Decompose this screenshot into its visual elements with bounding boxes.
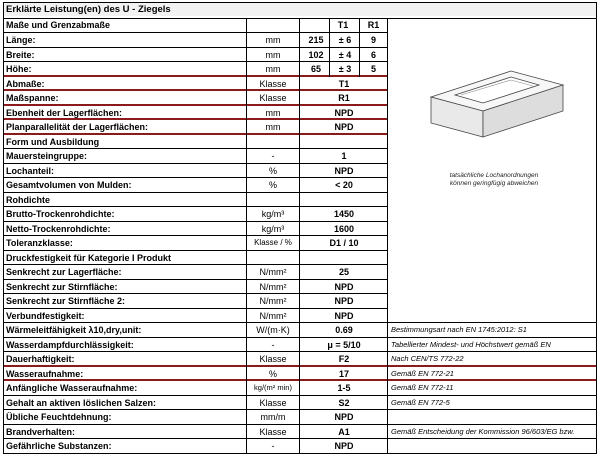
row-label: Übliche Feuchtdehnung: xyxy=(6,412,112,422)
row-value: NPD xyxy=(334,441,354,451)
row-unit: kg/(m² min) xyxy=(254,383,292,392)
row-note: Bestimmungsart nach EN 1745:2012: S1 xyxy=(391,325,527,334)
row-unit: W/(m·K) xyxy=(256,325,290,335)
column-divider xyxy=(246,19,247,453)
row-unit: mm xyxy=(265,49,281,60)
row-tolerance: ± 6 xyxy=(338,35,352,45)
row-value: T1 xyxy=(338,78,350,89)
row-r1: 5 xyxy=(370,64,376,74)
row-unit: kg/m³ xyxy=(261,223,285,234)
row-value: D1 / 10 xyxy=(329,238,359,248)
row-unit: Klasse xyxy=(259,397,287,408)
row-divider xyxy=(3,133,387,135)
row-divider xyxy=(3,379,597,381)
row-unit: - xyxy=(271,441,275,451)
row-divider xyxy=(3,322,597,323)
row-unit: % xyxy=(268,165,277,176)
row-divider xyxy=(3,424,597,425)
row-value: NPD xyxy=(334,412,354,422)
row-divider xyxy=(3,250,387,251)
row-unit: % xyxy=(268,368,277,379)
row-label: Verbundfestigkeit: xyxy=(6,310,85,321)
row-label: Planparallelität der Lagerflächen: xyxy=(6,122,149,132)
column-divider xyxy=(387,19,388,453)
row-label: Wärmeleitfähigkeit λ10,dry,unit: xyxy=(6,325,142,335)
row-divider xyxy=(3,395,597,396)
row-note: Gemäß EN 772-21 xyxy=(391,368,454,378)
row-divider xyxy=(3,2,597,3)
row-label: Gehalt an aktiven löslichen Salzen: xyxy=(6,397,157,408)
column-divider xyxy=(596,2,597,453)
row-value: 65 xyxy=(310,64,321,74)
row-label: Netto-Trockenrohdichte: xyxy=(6,223,111,234)
row-label: Senkrecht zur Stirnfläche: xyxy=(6,281,118,292)
row-divider xyxy=(3,104,387,106)
row-unit: N/mm² xyxy=(259,310,287,321)
row-value: 1-5 xyxy=(337,383,351,393)
row-unit: Klasse / % xyxy=(254,238,292,247)
row-unit: N/mm² xyxy=(259,281,287,292)
row-divider xyxy=(3,453,597,454)
row-value: F2 xyxy=(338,354,350,364)
image-caption-line-1: tatsächliche Lochanordnungen xyxy=(449,172,539,179)
row-label: Brandverhalten: xyxy=(6,426,76,437)
row-note: Nach CEN/TS 772-22 xyxy=(391,354,464,363)
row-note: Gemäß EN 772-11 xyxy=(391,383,454,392)
row-label: Gefährliche Substanzen: xyxy=(6,441,112,451)
row-value: NPD xyxy=(334,310,354,321)
row-unit: Klasse xyxy=(259,426,287,437)
row-note: Gemäß EN 772-5 xyxy=(391,397,450,407)
row-value: 1450 xyxy=(333,209,355,219)
row-label: Senkrecht zur Stirnfläche 2: xyxy=(6,296,126,306)
row-divider xyxy=(3,351,597,352)
row-divider xyxy=(3,308,387,309)
row-value: NPD xyxy=(334,107,354,118)
row-value: NPD xyxy=(334,281,354,292)
row-unit: mm xyxy=(265,64,281,74)
row-unit: kg/m³ xyxy=(261,209,285,219)
row-label: Maßspanne: xyxy=(6,93,59,103)
row-label: Toleranzklasse: xyxy=(6,238,73,248)
row-label: Dauerhaftigkeit: xyxy=(6,354,75,364)
declaration-of-performance-table xyxy=(3,2,597,473)
row-unit: mm xyxy=(265,107,281,118)
row-divider xyxy=(3,235,387,236)
row-divider xyxy=(3,118,387,120)
row-divider xyxy=(3,409,597,410)
row-divider xyxy=(3,163,387,164)
row-unit: N/mm² xyxy=(259,267,287,277)
row-value: μ = 5/10 xyxy=(327,339,361,350)
row-note: Tabellierter Mindest- und Höchstwert gemäß EN xyxy=(391,339,551,349)
row-unit: Klasse xyxy=(259,78,287,89)
row-label: Mauersteingruppe: xyxy=(6,151,88,161)
row-divider xyxy=(3,177,387,178)
col-r1-header: R1 xyxy=(367,20,380,30)
row-label: Höhe: xyxy=(6,64,32,74)
row-label: Abmaße: xyxy=(6,78,45,89)
row-divider xyxy=(3,89,387,91)
row-value: NPD xyxy=(334,296,354,306)
table-title: Erklärte Leistung(en) des U - Ziegels xyxy=(6,4,171,15)
section-form: Form und Ausbildung xyxy=(6,136,100,147)
row-unit: - xyxy=(271,151,275,161)
row-value: 25 xyxy=(338,267,349,277)
row-label: Wasseraufnahme: xyxy=(6,368,84,379)
column-divider xyxy=(359,19,360,77)
column-divider xyxy=(3,2,4,453)
image-caption-line-2: können geringfügig abweichen xyxy=(449,180,539,187)
row-divider xyxy=(3,264,387,265)
row-unit: - xyxy=(271,339,275,350)
row-divider xyxy=(3,148,387,149)
row-r1: 6 xyxy=(370,49,376,60)
row-note xyxy=(391,439,597,453)
row-tolerance: ± 3 xyxy=(338,64,352,74)
row-value: 215 xyxy=(308,35,324,45)
row-value: 17 xyxy=(338,368,349,379)
section-druck: Druckfestigkeit für Kategorie I Produkt xyxy=(6,252,172,263)
row-divider xyxy=(3,18,597,19)
row-unit: % xyxy=(268,180,277,190)
row-unit: Klasse xyxy=(259,354,287,364)
row-value: 102 xyxy=(308,49,324,60)
column-divider xyxy=(329,19,330,77)
row-label: Ebenheit der Lagerflächen: xyxy=(6,107,123,118)
row-divider xyxy=(3,221,387,222)
row-unit: mm xyxy=(265,122,281,132)
row-r1: 9 xyxy=(370,35,376,45)
row-value: S2 xyxy=(338,397,350,408)
row-value: NPD xyxy=(334,165,354,176)
row-value: 1600 xyxy=(333,223,355,234)
row-divider xyxy=(3,192,387,193)
row-value: 0.69 xyxy=(335,325,353,335)
row-label: Anfängliche Wasseraufnahme: xyxy=(6,383,138,393)
row-divider xyxy=(3,293,387,294)
row-divider xyxy=(3,365,597,367)
section-rohdichte: Rohdichte xyxy=(6,194,50,205)
row-value: 1 xyxy=(341,151,347,161)
row-label: Wasserdampfdurchlässigkeit: xyxy=(6,339,134,350)
row-tolerance: ± 4 xyxy=(338,49,352,60)
row-unit: N/mm² xyxy=(259,296,287,306)
section-masse: Maße und Grenzabmaße xyxy=(6,20,111,30)
row-note xyxy=(391,410,597,424)
row-label: Breite: xyxy=(6,49,35,60)
row-divider xyxy=(3,279,387,280)
row-value: < 20 xyxy=(335,180,353,190)
row-divider xyxy=(3,337,597,338)
row-label: Senkrecht zur Lagerfläche: xyxy=(6,267,122,277)
row-label: Brutto-Trockenrohdichte: xyxy=(6,209,115,219)
row-unit: Klasse xyxy=(259,93,287,103)
row-value: A1 xyxy=(338,426,350,437)
row-divider xyxy=(3,438,597,439)
row-label: Länge: xyxy=(6,35,36,45)
row-divider xyxy=(3,206,387,207)
row-value: R1 xyxy=(338,93,350,103)
row-unit: mm/m xyxy=(260,412,286,422)
row-label: Lochanteil: xyxy=(6,165,55,176)
row-label: Gesamtvolumen von Mulden: xyxy=(6,180,132,190)
row-value: NPD xyxy=(334,122,354,132)
row-unit: mm xyxy=(265,35,281,45)
row-note: Gemäß Entscheidung der Kommission 96/603/EG bzw. xyxy=(391,426,575,436)
col-t1-header: T1 xyxy=(337,20,349,30)
column-divider xyxy=(299,19,300,453)
u-brick-drawing xyxy=(421,57,571,157)
